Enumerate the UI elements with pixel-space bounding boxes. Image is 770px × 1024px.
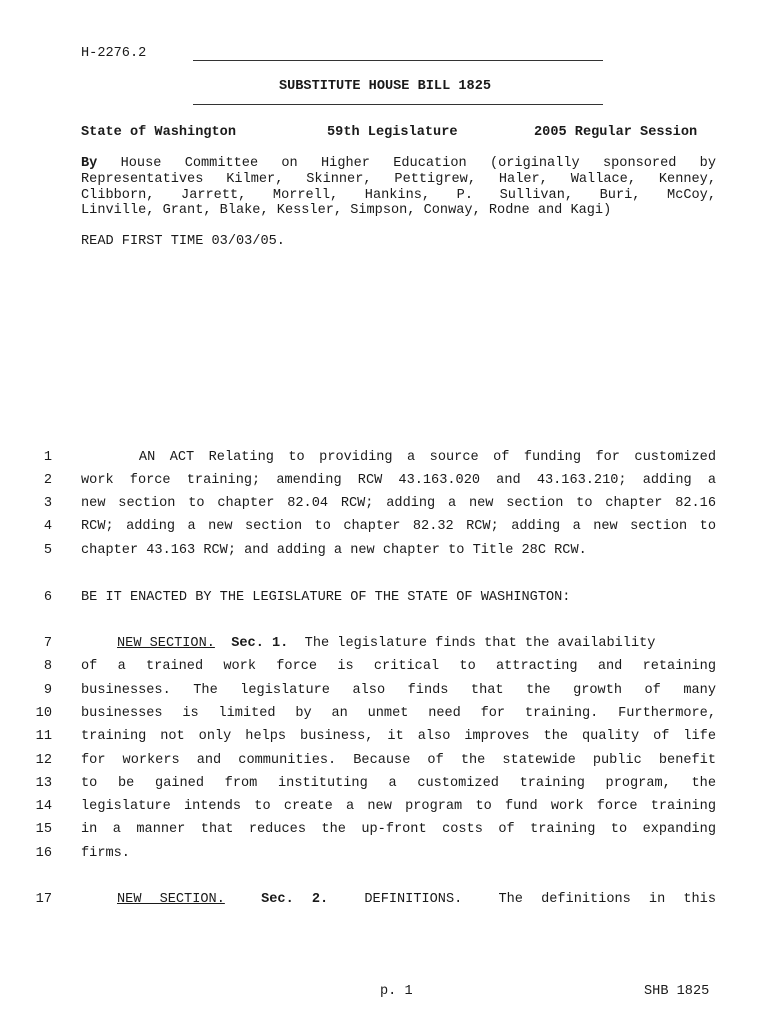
line-number: 13	[35, 776, 52, 791]
read-first-time: READ FIRST TIME 03/03/05.	[81, 234, 285, 249]
act-line: new section to chapter 82.04 RCW; adding a new section to chapter 82.16	[81, 496, 716, 511]
line-number: 9	[43, 683, 52, 698]
line-number: 11	[35, 729, 52, 744]
state-label: State of Washington	[81, 125, 236, 140]
line-number: 15	[35, 822, 52, 837]
section-line: training not only helps business, it also improves the quality of life	[81, 729, 716, 744]
legislature-label: 59th Legislature	[327, 125, 458, 140]
section-line: to be gained from instituting a customized training program, the	[81, 776, 716, 791]
line-number: 5	[43, 543, 52, 558]
section-line: firms.	[81, 846, 130, 861]
line-number: 12	[35, 753, 52, 768]
line-number: 7	[43, 636, 52, 651]
act-line: AN ACT Relating to providing a source of funding for customized	[81, 450, 716, 465]
section-number: Sec. 1.	[231, 636, 289, 651]
new-section-label: NEW SECTION.	[117, 892, 225, 907]
line-number: 2	[43, 473, 52, 488]
line-number: 16	[35, 846, 52, 861]
act-line: RCW; adding a new section to chapter 82.32 RCW; adding a new section to	[81, 519, 716, 534]
page-number: p. 1	[380, 984, 413, 999]
bill-title: SUBSTITUTE HOUSE BILL 1825	[278, 79, 492, 94]
line-number: 4	[43, 519, 52, 534]
footer-bill-id: SHB 1825	[644, 984, 710, 999]
section-line: businesses. The legislature also finds that the growth of many	[81, 683, 716, 698]
line-number: 1	[43, 450, 52, 465]
section-number: Sec. 2.	[261, 892, 329, 907]
line-number: 10	[35, 706, 52, 721]
section-line: of a trained work force is critical to attracting and retaining	[81, 659, 716, 674]
section-1-heading: NEW SECTION. Sec. 1. The legislature finds that the availability	[117, 636, 656, 651]
act-line: chapter 43.163 RCW; and adding a new chapter to Title 28C RCW.	[81, 543, 587, 558]
enacting-clause: BE IT ENACTED BY THE LEGISLATURE OF THE STATE OF WASHINGTON:	[81, 590, 571, 605]
act-line: work force training; amending RCW 43.163.020 and 43.163.210; adding a	[81, 473, 716, 488]
section-2-heading: NEW SECTION. Sec. 2. DEFINITIONS. The definitions in this	[117, 892, 716, 907]
line-number: 17	[35, 892, 52, 907]
sponsor-line: Clibborn, Jarrett, Morrell, Hankins, P. Sullivan, Buri, McCoy,	[81, 188, 716, 203]
line-number: 3	[43, 496, 52, 511]
document-id: H-2276.2	[81, 46, 147, 61]
header-rule-bottom	[193, 104, 603, 105]
header-rule-top	[193, 60, 603, 61]
session-label: 2005 Regular Session	[534, 125, 698, 140]
sponsor-line: Representatives Kilmer, Skinner, Pettigrew, Haler, Wallace, Kenney,	[81, 172, 716, 187]
line-number: 6	[43, 590, 52, 605]
new-section-label: NEW SECTION.	[117, 636, 215, 651]
line-number: 14	[35, 799, 52, 814]
section-line: for workers and communities. Because of the statewide public benefit	[81, 753, 716, 768]
section-line: in a manner that reduces the up-front costs of training to expanding	[81, 822, 716, 837]
section-line: legislature intends to create a new program to fund work force training	[81, 799, 716, 814]
section-line: businesses is limited by an unmet need for training. Furthermore,	[81, 706, 716, 721]
sponsor-line: By House Committee on Higher Education (originally sponsored by	[81, 156, 716, 171]
sponsor-by: By	[81, 156, 98, 171]
sponsor-line: Linville, Grant, Blake, Kessler, Simpson, Conway, Rodne and Kagi)	[81, 203, 612, 218]
line-number: 8	[43, 659, 52, 674]
